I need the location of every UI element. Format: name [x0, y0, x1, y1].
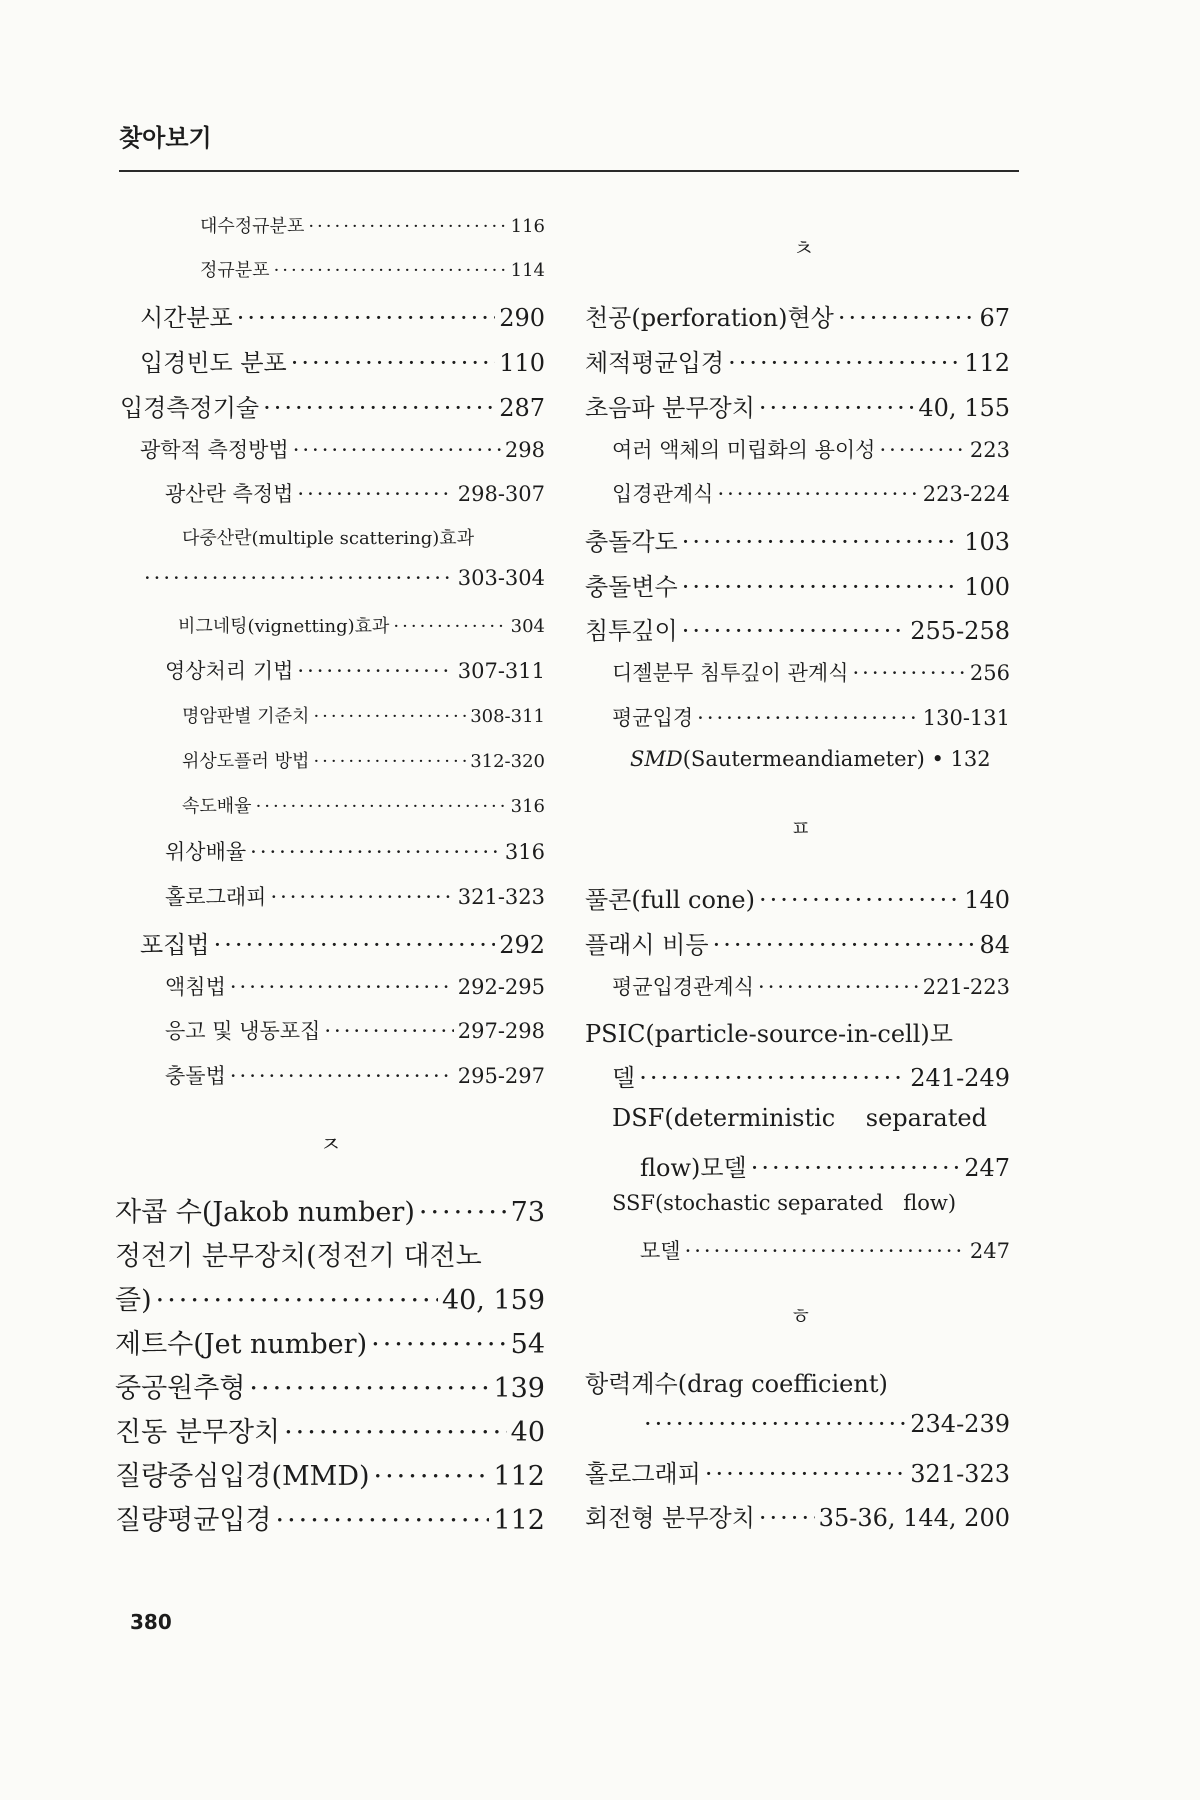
- index-term: 시간분포: [140, 304, 233, 332]
- index-term: 델: [612, 1064, 636, 1092]
- index-entry: [115, 1366, 545, 1405]
- index-term: 포집법: [140, 931, 210, 959]
- index-pages: 307-311: [457, 659, 545, 683]
- index-entry: [140, 566, 545, 590]
- index-pages: 110: [499, 349, 545, 377]
- index-term: 제트수(Jet number): [115, 1329, 368, 1360]
- index-entry: [140, 343, 545, 378]
- index-pages: 132: [950, 747, 991, 771]
- index-term: 질량평균입경: [115, 1505, 272, 1536]
- index-pages: 316: [504, 840, 545, 864]
- index-entry: [178, 612, 545, 638]
- index-entry: [165, 971, 545, 1001]
- index-term: PSIC(particle-source-in-cell)모: [585, 1020, 953, 1048]
- index-term: 천공(perforation)현상: [585, 304, 834, 332]
- index-term: 광학적 측정방법: [140, 438, 289, 462]
- index-entry: [182, 792, 545, 818]
- index-term: 모델: [640, 1239, 681, 1263]
- index-entry: [165, 836, 545, 866]
- index-entry: [140, 434, 545, 464]
- index-pages: 223: [969, 438, 1010, 462]
- index-term: flow)모델: [640, 1154, 747, 1182]
- index-term: 중공원추형: [115, 1373, 246, 1404]
- index-term: 여러 액체의 미립화의 용이성: [612, 438, 876, 462]
- index-pages: 114: [510, 260, 545, 281]
- index-entry: [115, 1278, 545, 1317]
- index-pages: 287: [499, 394, 545, 422]
- index-entry: [585, 880, 1010, 915]
- index-pages: 290: [499, 304, 545, 332]
- index-pages: 297-298: [457, 1019, 545, 1043]
- index-term: 입경측정기술: [120, 394, 260, 422]
- index-entry: [165, 1060, 545, 1090]
- index-pages: 40: [510, 1417, 545, 1448]
- index-term: 회전형 분무장치: [585, 1504, 755, 1532]
- index-entry: [612, 478, 1010, 508]
- index-pages: 84: [979, 931, 1010, 959]
- index-term: 디젤분무 침투깊이 관계식: [612, 661, 849, 685]
- index-pages: 234-239: [910, 1410, 1010, 1438]
- index-pages: 255-258: [910, 617, 1010, 645]
- index-pages: 321-323: [910, 1460, 1010, 1488]
- index-term: 다중산란(multiple scattering)효과: [182, 528, 475, 549]
- index-pages: 295-297: [457, 1064, 545, 1088]
- index-entry: [585, 298, 1010, 333]
- index-term: 액침법: [165, 975, 226, 999]
- index-term: 진동 분무장치: [115, 1417, 281, 1448]
- index-pages: 40, 155: [918, 394, 1010, 422]
- index-pages: 223-224: [922, 482, 1010, 506]
- index-entry: [165, 1015, 545, 1045]
- index-entry: [585, 1454, 1010, 1489]
- index-entry: [585, 925, 1010, 960]
- index-entry: [612, 434, 1010, 464]
- index-entry: [612, 657, 1010, 687]
- index-entry: [115, 1410, 545, 1449]
- index-entry: [140, 925, 545, 960]
- index-term: 즐): [115, 1285, 152, 1316]
- index-pages: 221-223: [922, 975, 1010, 999]
- index-term: 평균입경: [612, 706, 694, 730]
- index-term: 위상배율: [165, 840, 247, 864]
- index-pages: 54: [510, 1329, 545, 1360]
- index-entry: [585, 343, 1010, 378]
- index-term: 대수정규분포: [200, 216, 305, 237]
- index-term: 속도배율: [182, 796, 252, 817]
- index-entry: [640, 1235, 1010, 1265]
- index-pages: 73: [510, 1197, 545, 1228]
- index-term: 홀로그래피: [585, 1460, 701, 1488]
- index-pages: 35-36, 144, 200: [818, 1504, 1010, 1532]
- index-pages: 140: [964, 886, 1010, 914]
- index-entry: [165, 881, 545, 911]
- section-letter-ch: ㅊ: [793, 237, 815, 262]
- index-pages: 247: [969, 1239, 1010, 1263]
- index-pages: 308-311: [470, 706, 545, 727]
- index-entry: [585, 567, 1010, 602]
- index-pages: 292: [499, 931, 545, 959]
- index-term: 질량중심입경(MMD): [115, 1461, 370, 1492]
- index-term: 평균입경관계식: [612, 975, 755, 999]
- index-entry: [640, 1410, 1010, 1438]
- index-term: 입경관계식: [612, 482, 714, 506]
- index-pages: 298-307: [457, 482, 545, 506]
- index-entry: [182, 747, 545, 773]
- index-term: SSF(stochastic separated flow): [612, 1191, 957, 1215]
- index-pages: 112: [964, 349, 1010, 377]
- index-pages: 103: [964, 528, 1010, 556]
- index-entry: [165, 478, 545, 508]
- index-pages: 139: [493, 1373, 545, 1404]
- index-term: 플래시 비등: [585, 931, 709, 959]
- index-entry: [115, 1322, 545, 1361]
- index-term: 풀콘(full cone): [585, 886, 755, 914]
- index-pages: 100: [964, 573, 1010, 601]
- index-pages: 321-323: [457, 885, 545, 909]
- index-term: 응고 및 냉동포집: [165, 1019, 321, 1043]
- index-term: 정규분포: [200, 260, 270, 281]
- index-pages: 130-131: [922, 706, 1010, 730]
- index-entry: [182, 702, 545, 728]
- index-term: SMD: [630, 747, 683, 771]
- index-pages: 112: [493, 1505, 545, 1536]
- index-entry: [165, 655, 545, 685]
- index-pages: 116: [510, 216, 545, 237]
- index-term: 초음파 분무장치: [585, 394, 755, 422]
- index-term: 입경빈도 분포: [140, 349, 287, 377]
- page-number: 380: [130, 1610, 172, 1634]
- index-entry: [140, 298, 545, 333]
- index-term: 정전기 분무장치(정전기 대전노: [115, 1241, 482, 1272]
- index-term: DSF(deterministic separated: [612, 1104, 987, 1132]
- index-entry: [585, 611, 1010, 646]
- index-pages: 256: [969, 661, 1010, 685]
- index-entry: [120, 388, 545, 423]
- section-letter-j: ㅈ: [320, 1133, 342, 1158]
- index-term: 충돌변수: [585, 573, 678, 601]
- index-entry: [115, 1190, 545, 1229]
- index-entry: [640, 1148, 1010, 1183]
- section-letter-p: ㅍ: [790, 817, 812, 842]
- index-pages: 67: [979, 304, 1010, 332]
- index-term: 충돌법: [165, 1064, 226, 1088]
- index-entry: [630, 747, 991, 771]
- index-pages: 316: [510, 796, 545, 817]
- index-term: 체적평균입경: [585, 349, 725, 377]
- index-term: 홀로그래피: [165, 885, 267, 909]
- index-pages: 241-249: [910, 1064, 1010, 1092]
- index-pages: 112: [493, 1461, 545, 1492]
- index-pages: 292-295: [457, 975, 545, 999]
- index-term: 충돌각도: [585, 528, 678, 556]
- index-entry: [115, 1498, 545, 1537]
- index-term: 명암판별 기준치: [182, 706, 310, 727]
- section-letter-h: ㅎ: [790, 1305, 812, 1330]
- index-term: 자콥 수(Jakob number): [115, 1197, 415, 1228]
- index-entry: [585, 1498, 1010, 1533]
- index-entry: [200, 256, 545, 282]
- index-pages: 304: [510, 616, 545, 637]
- index-pages: 298: [504, 438, 545, 462]
- index-pages: 312-320: [470, 751, 545, 772]
- header-rule: [119, 170, 1019, 172]
- index-entry: [200, 212, 545, 238]
- index-entry: [612, 702, 1010, 732]
- index-term: 침투깊이: [585, 617, 678, 645]
- index-entry: [115, 1454, 545, 1493]
- index-term: 비그네팅(vignetting)효과: [178, 616, 390, 637]
- page-header: 찾아보기: [119, 124, 212, 152]
- index-term: 광산란 측정법: [165, 482, 294, 506]
- index-entry: [612, 971, 1010, 1001]
- index-term-rest: (Sautermeandiameter) •: [682, 747, 944, 771]
- index-pages: 303-304: [457, 566, 545, 590]
- index-entry: [585, 388, 1010, 423]
- index-pages: 247: [964, 1154, 1010, 1182]
- index-term: 영상처리 기법: [165, 659, 294, 683]
- index-term: 위상도플러 방법: [182, 751, 310, 772]
- index-entry: [585, 522, 1010, 557]
- index-pages: 40, 159: [441, 1285, 545, 1316]
- index-entry: [612, 1058, 1010, 1093]
- index-term: 항력계수(drag coefficient): [585, 1370, 888, 1398]
